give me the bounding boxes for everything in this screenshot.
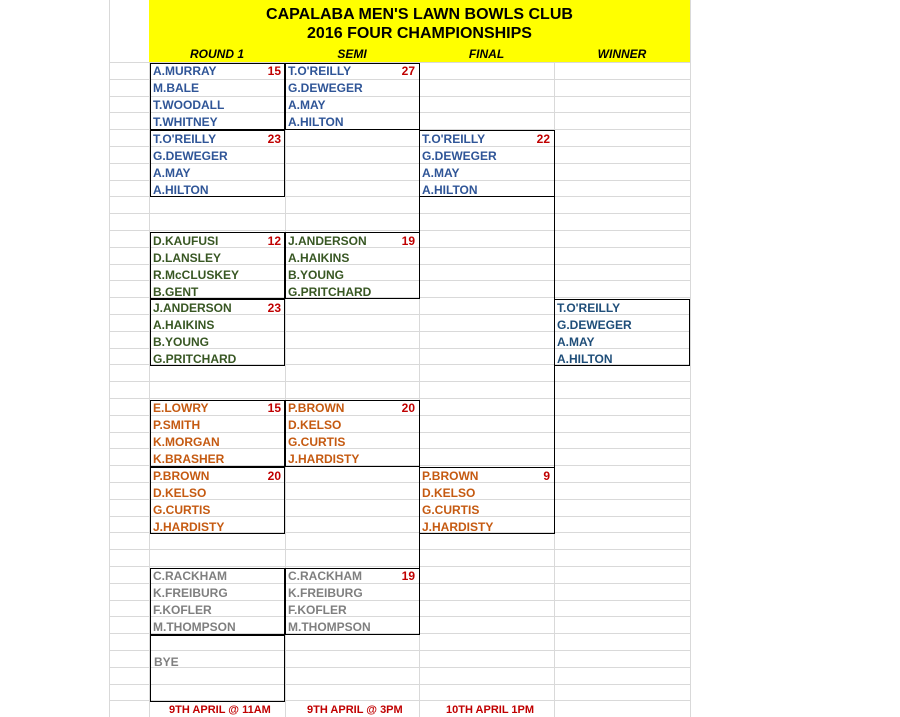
player-name: A.HILTON [422,183,478,197]
player-name: T.WHITNEY [153,115,218,129]
player-name: J.HARDISTY [153,520,225,534]
grid-row-line [109,398,690,399]
player-name: T.O'REILLY [422,132,486,146]
player-name: A.HILTON [288,115,344,129]
player-name: A.MAY [422,166,460,180]
player-name: J.ANDERSON [153,301,232,315]
grid-row-line [109,230,690,231]
player-name: G.CURTIS [288,435,346,449]
round1-date: 9TH APRIL @ 11AM [169,704,271,716]
player-name: D.KELSO [288,418,342,432]
player-name: D.KAUFUSI [153,234,219,248]
player-name: D.LANSLEY [153,251,222,265]
grid-column-line [109,0,110,717]
team-score: 19 [401,569,415,583]
player-name: R.McCLUSKEY [153,268,240,282]
player-name: P.SMITH [153,418,201,432]
player-name: G.DEWEGER [422,149,497,163]
team-score: 20 [401,401,415,415]
player-name: A.HILTON [153,183,209,197]
player-name: P.BROWN [288,401,345,415]
player-name: F.KOFLER [288,603,347,617]
team-score: 15 [267,401,281,415]
player-name: M.BALE [153,81,199,95]
player-name: E.LOWRY [153,401,209,415]
player-name: B.YOUNG [153,335,210,349]
player-name: A.MAY [153,166,191,180]
grid-column-line [690,0,691,717]
player-name: K.BRASHER [153,452,225,466]
player-name: D.KELSO [153,486,207,500]
player-name: M.THOMPSON [288,620,371,634]
team-score: 9 [543,469,550,483]
player-name: G.PRITCHARD [288,285,372,299]
round1-header: ROUND 1 [189,47,244,61]
grid-row-line [109,213,690,214]
team-score: 23 [267,132,281,146]
player-name: T.O'REILLY [557,301,621,315]
player-name: K.MORGAN [153,435,220,449]
player-name: D.KELSO [422,486,476,500]
player-name: G.PRITCHARD [153,352,237,366]
player-name: C.RACKHAM [288,569,362,583]
final-date: 10TH APRIL 1PM [446,704,535,716]
player-name: C.RACKHAM [153,569,227,583]
team-score: 12 [267,234,281,248]
player-name: M.THOMPSON [153,620,236,634]
player-name: A.HAIKINS [153,318,215,332]
player-name: T.O'REILLY [288,64,352,78]
player-name: T.O'REILLY [153,132,217,146]
semi-date: 9TH APRIL @ 3PM [307,704,403,716]
semi-header: SEMI [337,47,367,61]
player-name: A.MURRAY [153,64,217,78]
team-score: 22 [536,132,550,146]
grid-row-line [109,566,690,567]
team-score: 19 [401,234,415,248]
grid-row-line [109,381,690,382]
player-name: G.CURTIS [153,503,211,517]
player-name: G.DEWEGER [153,149,228,163]
player-name: G.DEWEGER [557,318,632,332]
team-score: 23 [267,301,281,315]
player-name: G.CURTIS [422,503,480,517]
winner-header: WINNER [597,47,647,61]
grid-row-line [109,549,690,550]
championship-title: 2016 FOUR CHAMPIONSHIPS [307,25,532,42]
connector-semi-3-4 [419,467,420,569]
bye-label: BYE [154,655,179,669]
player-name: F.KOFLER [153,603,212,617]
player-name: A.MAY [288,98,326,112]
player-name: K.FREIBURG [288,586,363,600]
team-score: 27 [401,64,415,78]
player-name: G.DEWEGER [288,81,363,95]
player-name: P.BROWN [422,469,479,483]
player-name: P.BROWN [153,469,210,483]
player-name: A.HILTON [557,352,613,366]
player-name: J.ANDERSON [288,234,367,248]
player-name: A.HAIKINS [288,251,350,265]
team-score: 15 [267,64,281,78]
player-name: B.GENT [153,285,199,299]
player-name: T.WOODALL [153,98,225,112]
connector-semi-1-2 [419,130,420,232]
player-name: A.MAY [557,335,595,349]
player-name: J.HARDISTY [422,520,494,534]
team-score: 20 [267,469,281,483]
connector-final [554,197,555,467]
player-name: K.FREIBURG [153,586,228,600]
club-title: CAPALABA MEN'S LAWN BOWLS CLUB [266,6,573,23]
player-name: J.HARDISTY [288,452,360,466]
final-header: FINAL [468,47,505,61]
player-name: B.YOUNG [288,268,345,282]
